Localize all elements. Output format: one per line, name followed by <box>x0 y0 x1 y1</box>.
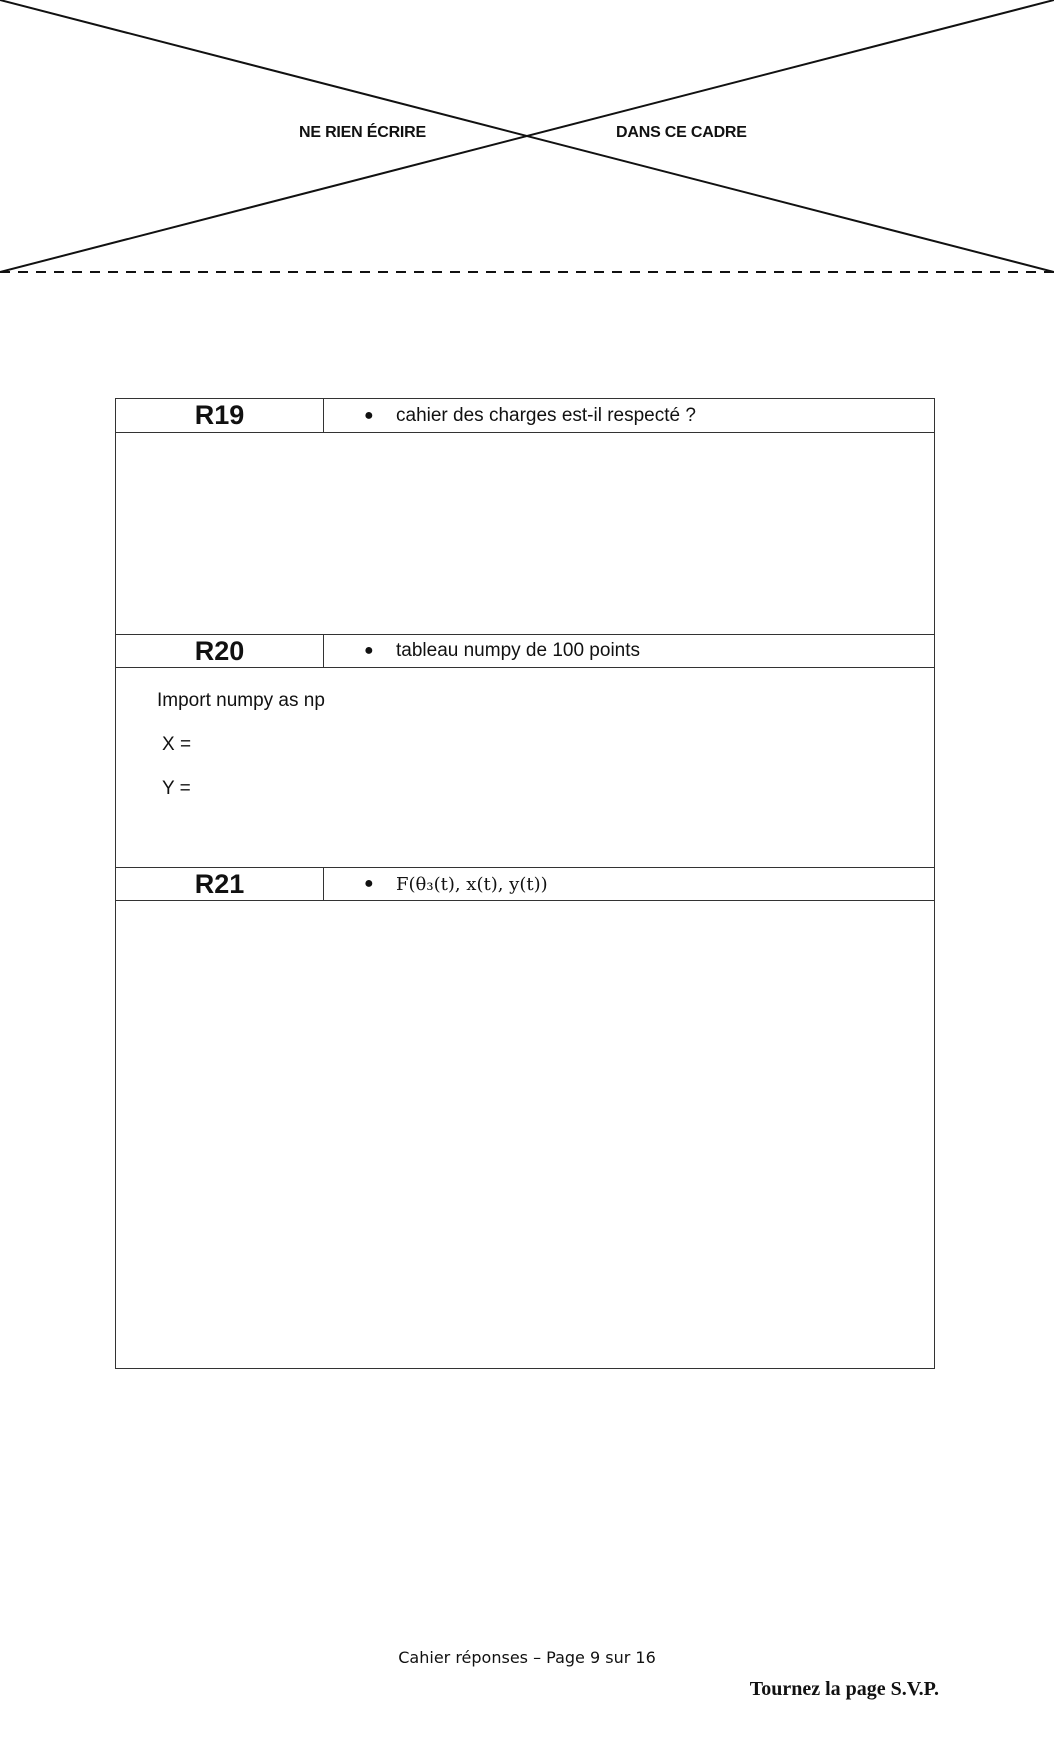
question-prompt <box>324 635 934 667</box>
code-line-y: Y = <box>162 778 191 799</box>
question-prompt-text: cahier des charges est-il respecté ? <box>396 404 696 426</box>
bullet-icon: ● <box>364 875 374 892</box>
question-prompt <box>324 868 934 900</box>
code-line-x: X = <box>162 734 192 755</box>
question-id: R20 <box>116 635 324 667</box>
bullet-icon: ● <box>364 642 374 659</box>
question-prompt-text: tableau numpy de 100 points <box>396 640 641 661</box>
question-row-r21 <box>116 867 934 901</box>
answer-area-r20[interactable] <box>116 668 934 867</box>
page-number: Cahier réponses – Page 9 sur 16 <box>398 1648 656 1667</box>
question-formula: F(θ₃(t), x(t), y(t)) <box>396 873 548 895</box>
answer-area-r21[interactable] <box>116 901 934 1368</box>
answer-area-r19[interactable] <box>116 433 934 634</box>
question-id: R19 <box>116 399 324 432</box>
question-row-r19 <box>116 399 934 433</box>
header-warning-right: DANS CE CADRE <box>616 124 747 141</box>
turn-page-note: Tournez la page S.V.P. <box>749 1678 939 1700</box>
bullet-icon: ● <box>364 406 374 424</box>
answer-table <box>115 398 935 1369</box>
question-prompt <box>324 399 934 432</box>
code-line-import: Import numpy as np <box>157 690 325 711</box>
question-id: R21 <box>116 868 324 900</box>
do-not-write-cross <box>0 0 1054 280</box>
header-warning-left: NE RIEN ÉCRIRE <box>299 124 426 141</box>
question-row-r20 <box>116 634 934 668</box>
